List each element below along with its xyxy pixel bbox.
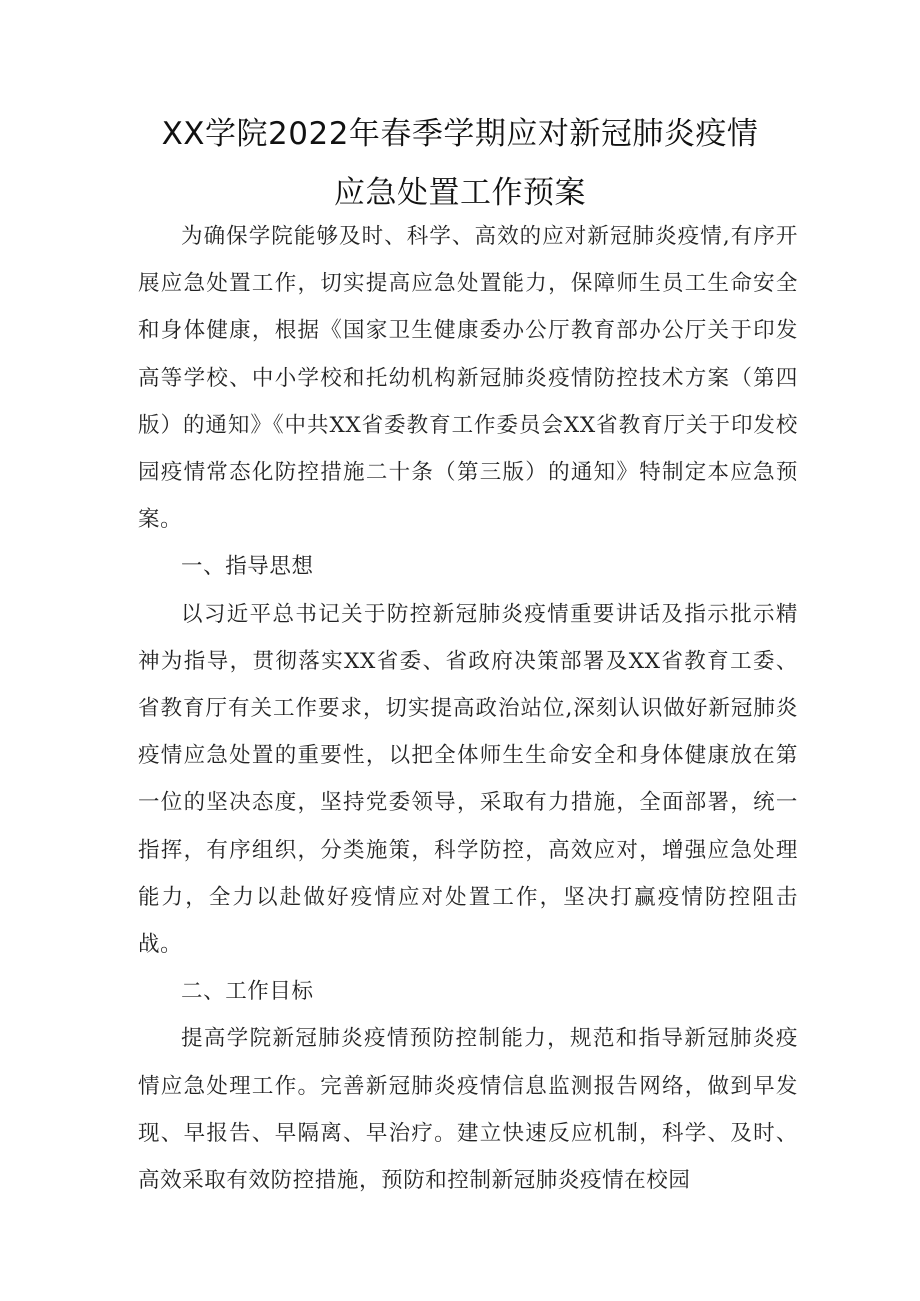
section-heading-guiding-thought: 一、指导思想 bbox=[181, 554, 314, 580]
document-body bbox=[138, 213, 798, 1204]
document-title-line-2: 应急处置工作预案 bbox=[334, 175, 586, 211]
document-title-line-1: XX学院2022年春季学期应对新冠肺炎疫情 bbox=[161, 116, 759, 152]
guiding-thought-paragraph: 以习近平总书记关于防控新冠肺炎疫情重要讲话及指示批示精神为指导，贯彻落实XX省委、省政府决策部署及XX省教育工委、省教育厅有关工作要求，切实提高政治站位,深刻认识做好新冠肺炎疫情应急处置的重要性，以把全体师生生命安全和身体健康放在第一位的坚决态度，坚持党委领导，采取有力措施，全面部署，统一指挥，有序组织，分类施策，科学防控，高效应对，增强应急处理能力，全力以赴做好疫情应对处置工作，坚决打赢疫情防控阻击战。 bbox=[138, 601, 798, 958]
work-goals-paragraph: 提高学院新冠肺炎疫情预防控制能力，规范和指导新冠肺炎疫情应急处理工作。完善新冠肺炎疫情信息监测报告网络，做到早发现、早报告、早隔离、早治疗。建立快速反应机制，科学、及时、高效采取有效防控措施，预防和控制新冠肺炎疫情在校园 bbox=[138, 1026, 798, 1194]
section-heading-work-goals: 二、工作目标 bbox=[181, 979, 314, 1005]
intro-paragraph: 为确保学院能够及时、科学、高效的应对新冠肺炎疫情,有序开展应急处置工作，切实提高应急处置能力，保障师生员工生命安全和身体健康，根据《国家卫生健康委办公厅教育部办公厅关于印发高等学校、中小学校和托幼机构新冠肺炎疫情防控技术方案（第四版）的通知》《中共XX省委教育工作委员会XX省教育厅关于印发校园疫情常态化防控措施二十条（第三版）的通知》特制定本应急预案。 bbox=[138, 224, 798, 533]
